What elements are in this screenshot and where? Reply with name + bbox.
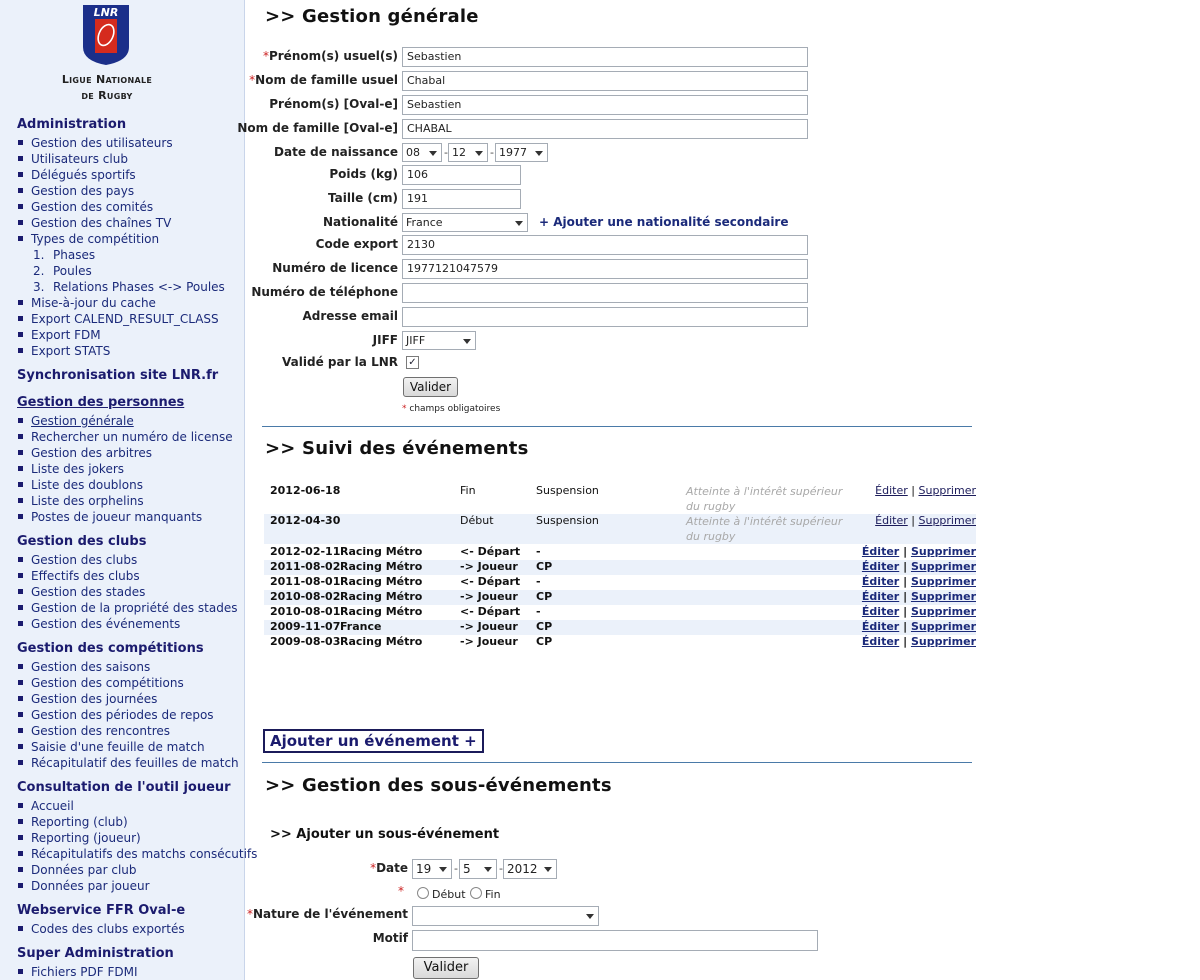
nav-item-gestion-arbitres[interactable]: Gestion des arbitres [18,446,152,460]
date-separator: - [490,146,494,159]
nav-item-gestion-saisons[interactable]: Gestion des saisons [18,660,150,674]
nav-heading-webservice[interactable]: Webservice FFR Oval-e [17,903,186,918]
label-nature-evenement: *Nature de l'événement [246,907,408,921]
birth-day-select[interactable]: 08 [402,143,442,162]
main-content [237,0,1182,980]
edit-event-link[interactable]: Éditer [861,575,900,588]
radio-fin[interactable] [470,887,482,899]
birth-year-select[interactable]: 1977 [495,143,548,162]
subevent-valider-button[interactable]: Valider [413,957,479,979]
nav-item-gestion-utilisateurs[interactable]: Gestion des utilisateurs [18,136,173,150]
nav-item-accueil[interactable]: Accueil [18,799,74,813]
label-nationalite: Nationalité [323,215,398,229]
date-separator: - [499,862,503,875]
edit-event-link[interactable]: Éditer [875,514,908,527]
prenom-usuel-field[interactable]: Sebastien [402,47,808,67]
event-row: 2012-04-30 Début Suspension Atteinte à l'intérêt supérieur du rugby Éditer | Supprimer [264,514,976,544]
nav-item-effectifs-clubs[interactable]: Effectifs des clubs [18,569,140,583]
nav-heading-superadmin[interactable]: Super Administration [17,946,174,961]
edit-event-link[interactable]: Éditer [861,605,900,618]
checkmark-icon: ✓ [408,357,417,368]
nav-item-gestion-clubs[interactable]: Gestion des clubs [18,553,137,567]
label-prenom-ovale: Prénom(s) [Oval-e] [269,97,398,111]
chevron-down-icon [515,221,523,226]
nav-subitem-poules[interactable]: 2. Poules [33,264,92,278]
code-export-field[interactable]: 2130 [402,235,808,255]
section-divider [262,426,972,427]
nav-item-export-stats[interactable]: Export STATS [18,344,110,358]
chevron-down-icon [535,151,543,156]
delete-event-link[interactable]: Supprimer [918,484,976,497]
edit-event-link[interactable]: Éditer [875,484,908,497]
nationalite-select[interactable]: France [402,213,528,232]
taille-field[interactable]: 191 [402,189,521,209]
email-field[interactable] [402,307,808,327]
nav-heading-personnes[interactable]: Gestion des personnes [17,395,185,410]
nom-usuel-field[interactable]: Chabal [402,71,808,91]
label-licence: Numéro de licence [272,261,398,275]
lnr-shield-icon [81,3,131,66]
delete-event-link[interactable]: Supprimer [910,605,976,618]
edit-event-link[interactable]: Éditer [861,635,900,648]
label-taille: Taille (cm) [328,191,398,205]
nav-heading-competitions[interactable]: Gestion des compétitions [17,641,204,656]
nav-item-reporting-joueur[interactable]: Reporting (joueur) [18,831,141,845]
label-email: Adresse email [302,309,398,323]
event-row: 2009-11-07 France -> Joueur CP Éditer | Supprimer [264,620,976,635]
sidebar [0,0,258,980]
nav-subitem-phases[interactable]: 1. Phases [33,248,96,262]
chevron-down-icon [439,867,447,872]
logo-brand: LNR [93,6,119,19]
edit-event-link[interactable]: Éditer [861,620,900,633]
section-title-subevents: >> Gestion des sous-événements [265,775,612,796]
nav-item-gestion-stades[interactable]: Gestion des stades [18,585,145,599]
label-prenom-usuel: *Prénom(s) usuel(s) [262,49,398,63]
nav-item-rechercher-license[interactable]: Rechercher un numéro de license [18,430,233,444]
label-subevent-date: *Date [370,861,408,875]
jiff-select[interactable]: JIFF [402,331,476,350]
nav-item-delegues-sportifs[interactable]: Délégués sportifs [18,168,136,182]
subevent-year-select[interactable]: 2012 [503,859,557,879]
radio-debut[interactable] [417,887,429,899]
section-title-events: >> Suivi des événements [265,438,529,459]
label-nom-usuel: *Nom de famille usuel [249,73,398,87]
nav-item-gestion-journees[interactable]: Gestion des journées [18,692,157,706]
label-code-export: Code export [315,237,398,251]
section-title-general: >> Gestion générale [265,6,479,27]
licence-field[interactable]: 1977121047579 [402,259,808,279]
chevron-down-icon [544,867,552,872]
nav-subitem-relations[interactable]: 3. Relations Phases <-> Poules [33,280,225,294]
delete-event-link[interactable]: Supprimer [918,514,976,527]
date-separator: - [454,862,458,875]
radio-fin-label: Fin [485,888,501,901]
event-row: 2012-02-11 Racing Métro <- Départ - Éditer | Supprimer [270,545,976,558]
event-row: 2011-08-02 Racing Métro -> Joueur CP Éditer | Supprimer [264,560,976,575]
nav-item-periodes-repos[interactable]: Gestion des périodes de repos [18,708,214,722]
nav-item-gestion-competitions[interactable]: Gestion des compétitions [18,676,184,690]
event-row: 2011-08-01 Racing Métro <- Départ - Éditer | Supprimer [270,575,976,588]
nav-item-liste-doublons[interactable]: Liste des doublons [18,478,143,492]
nav-heading-clubs[interactable]: Gestion des clubs [17,534,147,549]
event-row: 2012-06-18 Fin Suspension Atteinte à l'intérêt supérieur du rugby Éditer | Supprimer [270,484,976,513]
nav-item-donnees-club[interactable]: Données par club [18,863,137,877]
nav-item-gestion-chaines-tv[interactable]: Gestion des chaînes TV [18,216,171,230]
label-jiff: JIFF [372,333,398,347]
radio-debut-label: Début [432,888,466,901]
nav-heading-synchronisation[interactable]: Synchronisation site LNR.fr [17,368,219,383]
nav-heading-consultation[interactable]: Consultation de l'outil joueur [17,780,231,795]
nav-item-saisie-feuille[interactable]: Saisie d'une feuille de match [18,740,205,754]
nav-item-postes-manquants[interactable]: Postes de joueur manquants [18,510,202,524]
nav-item-liste-jokers[interactable]: Liste des jokers [18,462,124,476]
nature-evenement-select[interactable] [412,906,599,926]
nav-item-reporting-club[interactable]: Reporting (club) [18,815,128,829]
edit-event-link[interactable]: Éditer [861,545,900,558]
label-motif: Motif [372,931,408,945]
section-divider [262,762,972,763]
label-telephone: Numéro de téléphone [251,285,398,299]
label-date-naissance: Date de naissance [274,145,398,159]
edit-event-link[interactable]: Éditer [861,560,900,573]
label-nom-ovale: Nom de famille [Oval-e] [237,121,398,135]
nav-item-export-calend[interactable]: Export CALEND_RESULT_CLASS [18,312,219,326]
valide-lnr-checkbox[interactable] [406,356,419,369]
nav-item-gestion-generale[interactable]: Gestion générale [18,414,134,428]
nav-item-export-fdm[interactable]: Export FDM [18,328,101,342]
nav-item-types-competition[interactable]: Types de compétition [18,232,159,246]
nav-item-recap-feuilles[interactable]: Récapitulatif des feuilles de match [18,756,239,770]
subevent-day-select[interactable]: 19 [412,859,452,879]
chevron-down-icon [475,151,483,156]
nav-item-gestion-evenements[interactable]: Gestion des événements [18,617,180,631]
label-valide-lnr: Validé par la LNR [282,355,398,369]
add-event-button[interactable]: Ajouter un événement + [263,729,484,753]
required-marker: * [398,884,404,898]
delete-event-link[interactable]: Supprimer [910,635,976,648]
prenom-ovale-field[interactable]: Sebastien [402,95,808,115]
label-poids: Poids (kg) [329,167,398,181]
nav-item-donnees-joueur[interactable]: Données par joueur [18,879,150,893]
subsection-title-add-subevent: >> Ajouter un sous-événement [270,827,500,842]
nav-item-liste-orphelins[interactable]: Liste des orphelins [18,494,144,508]
event-row: 2010-08-02 Racing Métro -> Joueur CP Éditer | Supprimer [264,590,976,605]
delete-event-link[interactable]: Supprimer [910,545,976,558]
nav-item-utilisateurs-club[interactable]: Utilisateurs club [18,152,128,166]
subevent-month-select[interactable]: 5 [459,859,497,879]
edit-event-link[interactable]: Éditer [861,590,900,603]
birth-month-select[interactable]: 12 [448,143,488,162]
chevron-down-icon [586,914,594,919]
telephone-field[interactable] [402,283,808,303]
nav-item-gestion-pays[interactable]: Gestion des pays [18,184,134,198]
add-nationality-link[interactable]: + Ajouter une nationalité secondaire [539,215,789,229]
delete-event-link[interactable]: Supprimer [910,575,976,588]
nav-item-gestion-rencontres[interactable]: Gestion des rencontres [18,724,170,738]
chevron-down-icon [484,867,492,872]
delete-event-link[interactable]: Supprimer [910,590,976,603]
valider-button[interactable]: Valider [403,377,458,397]
event-row: 2009-08-03 Racing Métro -> Joueur CP Éditer | Supprimer [270,635,976,648]
delete-event-link[interactable]: Supprimer [910,620,976,633]
motif-field[interactable] [412,930,818,951]
nav-item-fichiers-pdf[interactable]: Fichiers PDF FDMI [18,965,138,979]
delete-event-link[interactable]: Supprimer [910,560,976,573]
date-separator: - [444,146,448,159]
nav-item-gestion-comites[interactable]: Gestion des comités [18,200,153,214]
nav-item-propriete-stades[interactable]: Gestion de la propriété des stades [18,601,237,615]
nav-item-recap-matchs[interactable]: Récapitulatifs des matchs consécutifs [18,847,257,861]
poids-field[interactable]: 106 [402,165,521,185]
chevron-down-icon [429,151,437,156]
logo-line-1: Ligue Nationale [61,73,153,86]
logo-line-2: de Rugby [81,89,133,102]
required-note: * champs obligatoires [402,404,501,414]
nav-heading-administration[interactable]: Administration [17,117,127,132]
nav-item-maj-cache[interactable]: Mise-à-jour du cache [18,296,156,310]
chevron-down-icon [463,339,471,344]
nav-item-codes-clubs[interactable]: Codes des clubs exportés [18,922,185,936]
nom-ovale-field[interactable]: CHABAL [402,119,808,139]
event-row: 2010-08-01 Racing Métro <- Départ - Éditer | Supprimer [270,605,976,618]
